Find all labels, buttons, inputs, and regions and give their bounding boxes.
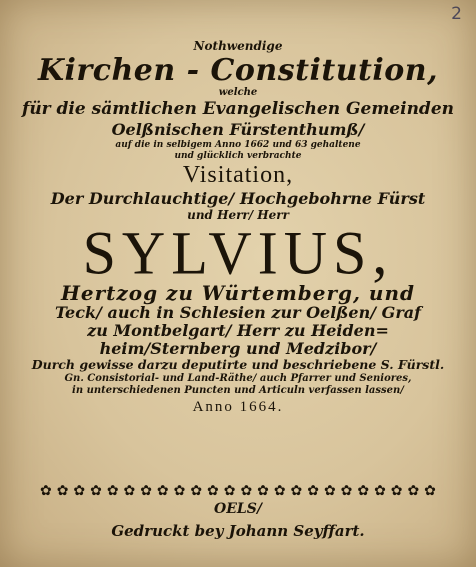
ornament-icon: ✿: [407, 483, 420, 499]
title-line-5: Oelßnischen Fürstenthumß/: [111, 120, 365, 139]
title-line-1: Nothwendige: [193, 39, 283, 53]
ornament-icon: ✿: [90, 483, 102, 499]
ornament-icon: ✿: [190, 483, 203, 499]
ornament-icon: ✿: [257, 483, 269, 499]
ornament-icon: ✿: [340, 483, 353, 499]
ornament-icon: ✿: [273, 483, 286, 499]
ornament-icon: ✿: [374, 483, 386, 499]
ornament-icon: ✿: [140, 483, 152, 499]
ornament-icon: ✿: [424, 483, 436, 499]
ornament-icon: ✿: [323, 483, 336, 499]
ornament-icon: ✿: [40, 483, 52, 499]
printer-imprint: Gedruckt bey Johann Seyffart.: [111, 522, 365, 540]
ornament-icon: ✿: [56, 483, 69, 499]
main-title: Kirchen - Constitution,: [37, 53, 439, 88]
title-line-12: Teck/ auch in Schlesien zur Oelßen/ Graf: [54, 303, 421, 322]
year-line: Anno 1664.: [192, 398, 284, 415]
title-line-6: auf die in selbigem Anno 1662 und 63 gehaltene: [115, 140, 361, 150]
place-of-printing: OELS/: [214, 501, 262, 517]
ornament-icon: ✿: [73, 483, 86, 499]
duke-name: SYLVIUS,: [82, 219, 394, 287]
ornament-icon: ✿: [173, 483, 186, 499]
page-number: 2: [451, 4, 462, 24]
title-line-9: Der Durchlauchtige/ Hochgebohrne Fürst: [50, 189, 426, 208]
ornament-icon: ✿: [307, 483, 319, 499]
title-line-17: in unterschiedenen Puncten und Articuln verfassen lassen/: [72, 384, 404, 396]
title-line-4: für die sämtlichen Evangelischen Gemeinden: [22, 99, 454, 119]
title-line-15: Durch gewisse darzu deputirte und beschriebene S. Fürstl.: [31, 357, 445, 372]
title-block: [0, 40, 476, 418]
ornament-icon: ✿: [223, 483, 236, 499]
ornament-icon: ✿: [390, 483, 403, 499]
ornament-icon: ✿: [106, 483, 119, 499]
title-line-11: Hertzog zu Würtemberg, und: [61, 281, 415, 305]
ornament-icon: ✿: [357, 483, 370, 499]
title-line-14: heim/Sternberg und Medzibor/: [99, 339, 377, 358]
title-line-13: zu Montbelgart/ Herr zu Heiden=: [87, 321, 389, 340]
ornament-row: [40, 481, 436, 501]
ornament-icon: ✿: [240, 483, 253, 499]
visitation-heading: Visitation,: [182, 162, 294, 188]
title-line-16: Gn. Consistorial- und Land-Räthe/ auch Pfarrer und Seniores,: [64, 372, 412, 384]
ornament-icon: ✿: [290, 483, 303, 499]
ornament-icon: ✿: [207, 483, 219, 499]
title-line-10: und Herr/ Herr: [187, 208, 289, 222]
title-line-7: und glücklich verbrachte: [174, 151, 302, 161]
ornament-icon: ✿: [156, 483, 169, 499]
ornament-icon: ✿: [123, 483, 136, 499]
title-line-3: welche: [218, 87, 258, 98]
